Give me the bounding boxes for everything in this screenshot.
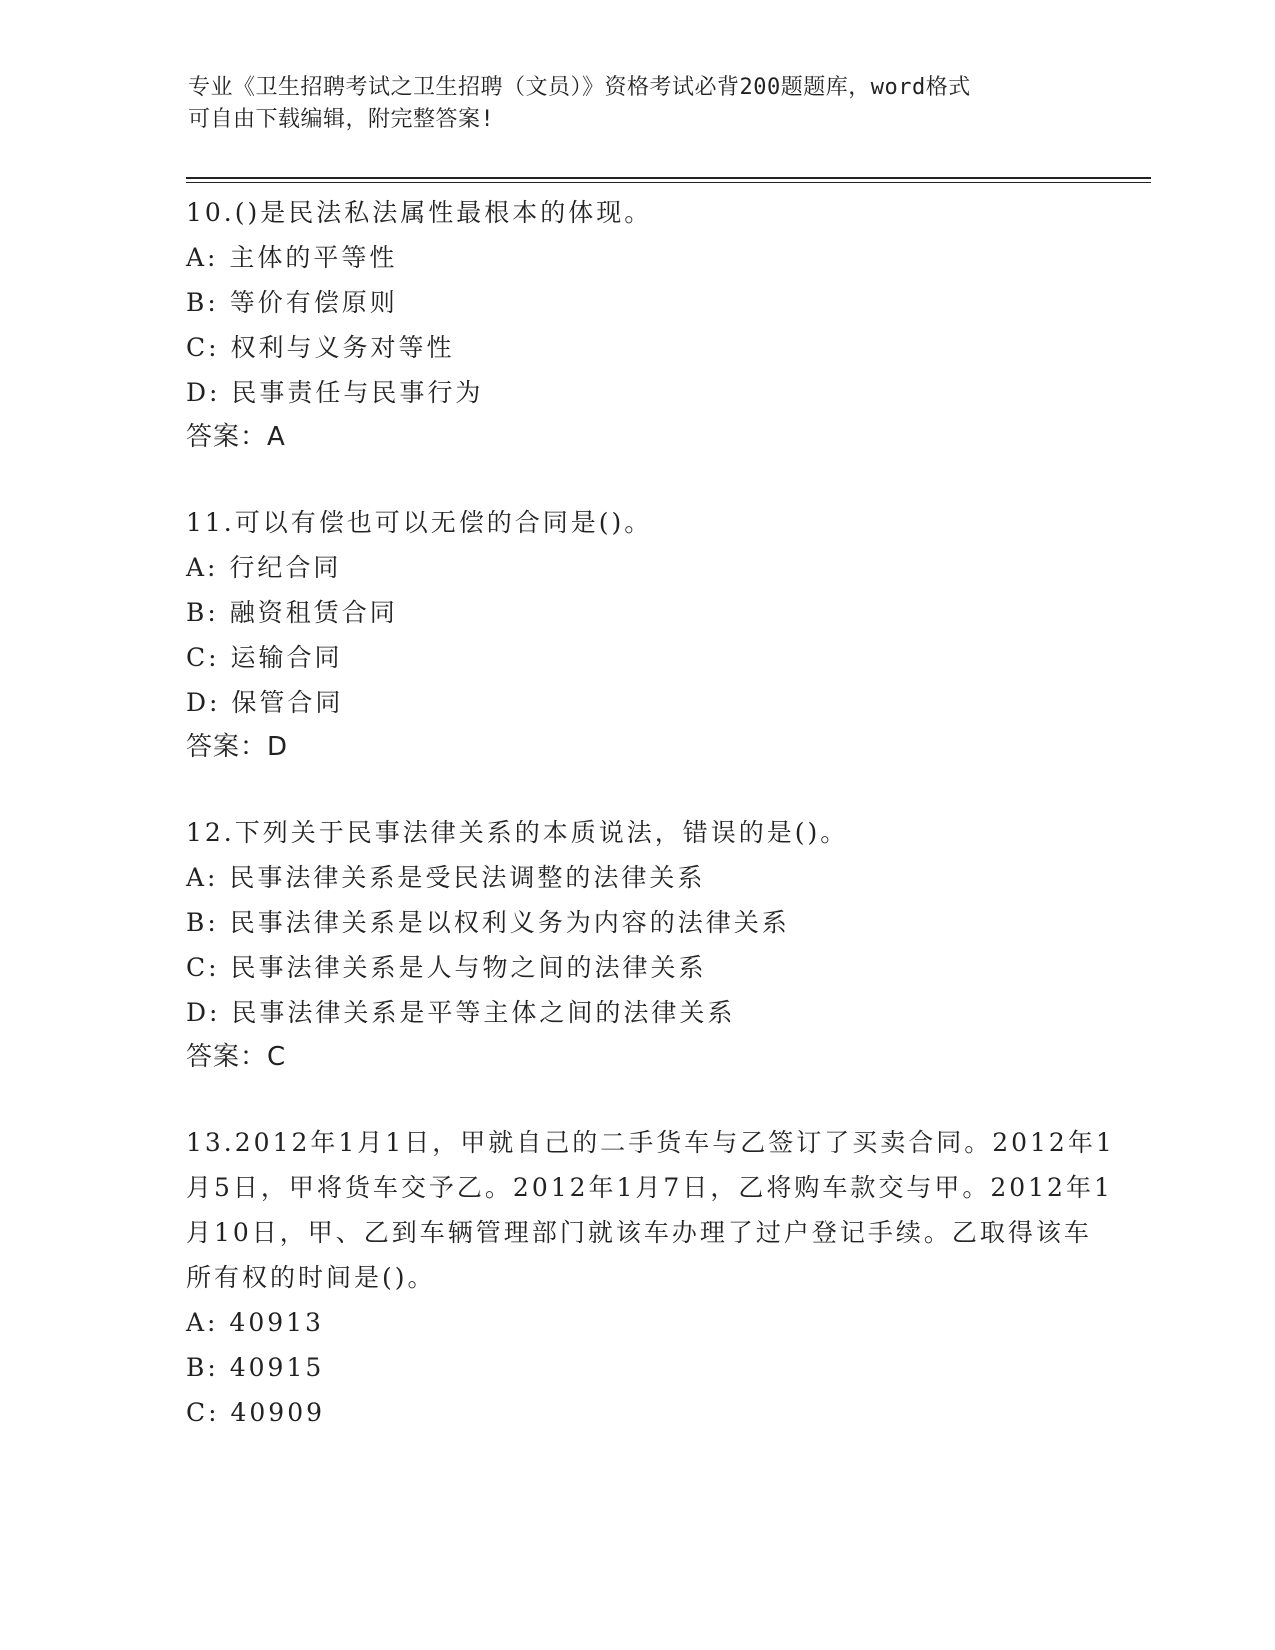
option-c: C: 运输合同 <box>186 643 343 672</box>
question-stem: 10.()是民法私法属性最根本的体现。 <box>186 198 653 227</box>
question-10 <box>186 190 1116 460</box>
answer-line: 答案：C <box>186 1042 287 1072</box>
option-c: C: 权利与义务对等性 <box>186 333 455 362</box>
question-stem: 13.2012年1月1日，甲就自己的二手货车与乙签订了买卖合同。2012年1月5日，甲将货车交予乙。2012年1月7日，乙将购车款交与甲。2012年1月10日，甲、乙到车辆管理部门就该车办理了过户登记手续。乙取得该车所有权的时间是()。 <box>186 1128 1115 1292</box>
option-c: C: 40909 <box>186 1398 326 1427</box>
question-13 <box>186 1120 1116 1435</box>
question-stem: 11.可以有偿也可以无偿的合同是()。 <box>186 508 653 537</box>
header-line-2: 可自由下载编辑，附完整答案! <box>188 107 495 132</box>
option-a: A: 行纪合同 <box>186 553 342 582</box>
option-a: A: 民事法律关系是受民法调整的法律关系 <box>186 863 706 892</box>
option-b: B: 融资租赁合同 <box>186 598 398 627</box>
document-header <box>188 72 1088 136</box>
header-divider-thick <box>186 177 1151 179</box>
option-b: B: 等价有偿原则 <box>186 288 398 317</box>
question-12 <box>186 810 1116 1080</box>
option-a: A: 主体的平等性 <box>186 243 398 272</box>
option-c: C: 民事法律关系是人与物之间的法律关系 <box>186 953 707 982</box>
question-11 <box>186 500 1116 770</box>
answer-line: 答案：D <box>186 732 289 762</box>
header-line-1: 专业《卫生招聘考试之卫生招聘（文员）》资格考试必背200题题库，word格式 <box>188 75 971 100</box>
option-b: B: 民事法律关系是以权利义务为内容的法律关系 <box>186 908 790 937</box>
option-b: B: 40915 <box>186 1353 325 1382</box>
header-divider-thin <box>186 182 1151 183</box>
question-list <box>186 190 1116 1475</box>
option-d: D: 民事法律关系是平等主体之间的法律关系 <box>186 998 736 1027</box>
answer-line: 答案：A <box>186 422 286 452</box>
option-d: D: 保管合同 <box>186 688 344 717</box>
question-stem: 12.下列关于民事法律关系的本质说法，错误的是()。 <box>186 818 849 847</box>
option-d: D: 民事责任与民事行为 <box>186 378 484 407</box>
option-a: A: 40913 <box>186 1308 324 1337</box>
